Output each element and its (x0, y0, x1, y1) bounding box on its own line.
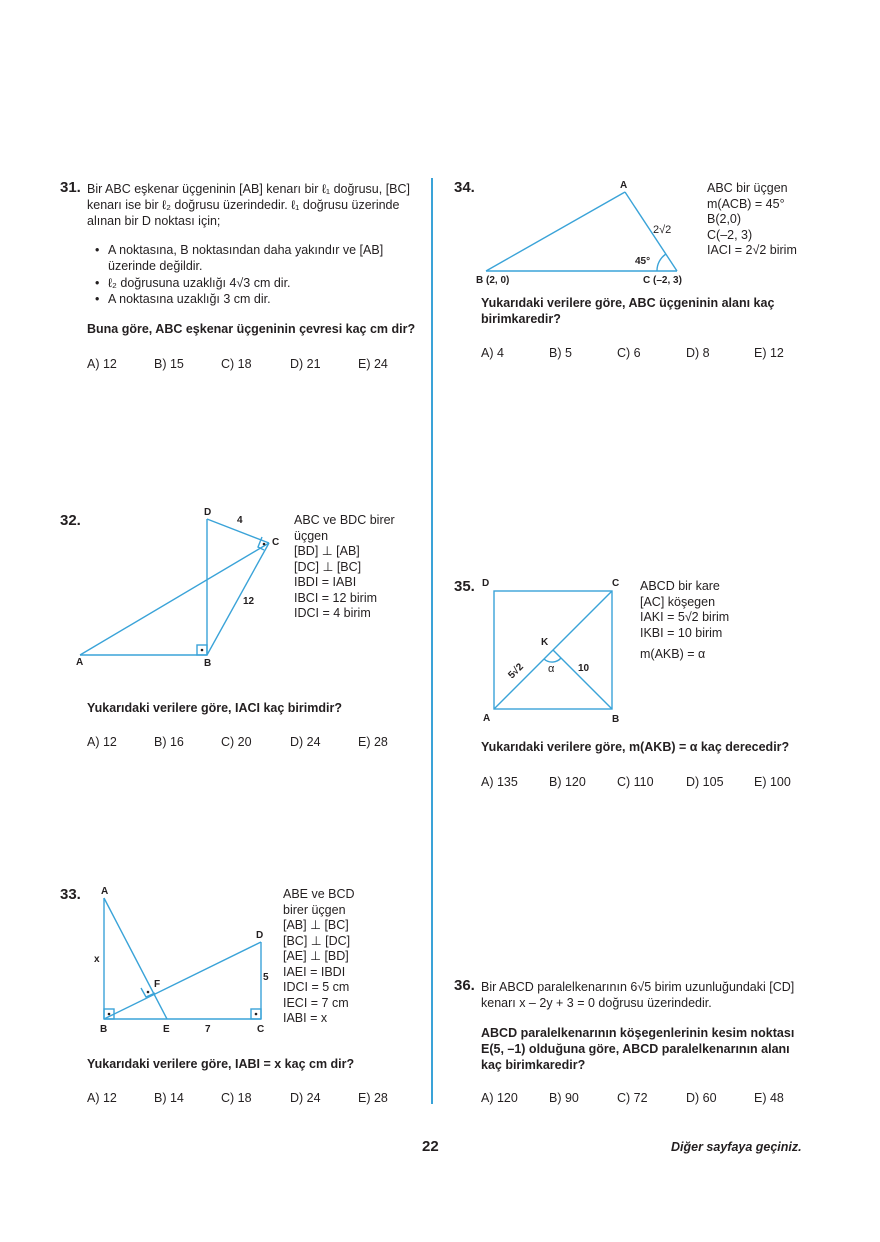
q34-angle-arc (657, 254, 666, 271)
q35-label-b: B (612, 714, 620, 725)
q36-option-c[interactable]: C) 72 (617, 1091, 648, 1105)
q31-bullet1: • A noktasına, B noktasından daha yakındır ve [AB] (95, 243, 384, 257)
q31-line2: kenarı ise bir ℓ₂ doğrusu üzerindedir. ℓ₁ doğrusu üzerinde (87, 198, 400, 212)
q33-label-ec: 7 (205, 1024, 211, 1035)
q35-option-c[interactable]: C) 110 (617, 775, 654, 789)
q35-label-ak: 5√2 (506, 661, 526, 682)
q32-label-b: B (204, 658, 212, 669)
q32-label-c: C (272, 537, 280, 548)
q34-label-angle: 45° (635, 256, 651, 267)
q35-label-a: A (483, 713, 491, 724)
q34-option-e[interactable]: E) 12 (754, 346, 784, 360)
q31-line1: Bir ABC eşkenar üçgeninin [AB] kenarı bir ℓ₁ doğrusu, [BC] (87, 182, 410, 196)
q32-figure (70, 500, 290, 675)
q34-figure (472, 176, 702, 286)
q31-option-c[interactable]: C) 18 (221, 357, 252, 371)
q31-option-a[interactable]: A) 12 (87, 357, 117, 371)
q34-label-b: B (2, 0) (476, 275, 510, 286)
next-page-note: Diğer sayfaya geçiniz. (671, 1140, 802, 1154)
q35-given: ABCD bir kare [AC] köşegen IAKI = 5√2 birim IKBI = 10 birim m(AKB) = α (640, 579, 730, 661)
q32-number: 32. (60, 512, 81, 529)
q34-question-line2: birimkaredir? (481, 312, 561, 326)
q34-side-ba (486, 192, 625, 271)
q33-side-ae (104, 898, 167, 1019)
q33-option-a[interactable]: A) 12 (87, 1091, 117, 1105)
q31-option-b[interactable]: B) 15 (154, 357, 184, 371)
q31-line3: alınan bir D noktası için; (87, 214, 221, 228)
q31-question: Buna göre, ABC eşkenar üçgeninin çevresi kaç cm dir? (87, 322, 416, 336)
page-number: 22 (422, 1138, 439, 1155)
q33-label-x: x (94, 954, 100, 965)
q33-given: ABE ve BCD birer üçgen [AB] ⊥ [BC] [BC] ⊥ [DC] [AE] ⊥ [BD] IAEI = IBDI IDCI = 5 cm IECI = 7 cm IABI = x (283, 887, 355, 1025)
q36-question-line3: kaç birimkaredir? (481, 1058, 586, 1072)
q33-option-b[interactable]: B) 14 (154, 1091, 184, 1105)
q35-option-d[interactable]: D) 105 (686, 775, 724, 789)
q33-option-c[interactable]: C) 18 (221, 1091, 252, 1105)
q35-option-e[interactable]: E) 100 (754, 775, 791, 789)
q32-side-ac (80, 543, 269, 655)
q36-question-line2: E(5, –1) olduğuna göre, ABCD paralelkenarının alanı (481, 1042, 790, 1056)
q31-option-e[interactable]: E) 24 (358, 357, 388, 371)
q31-bullet1-cont: üzerinde değildir. (108, 259, 203, 273)
q35-label-d: D (482, 578, 490, 589)
q36-option-d[interactable]: D) 60 (686, 1091, 717, 1105)
q34-given: ABC bir üçgen m(ACB) = 45° B(2,0) C(–2, 3) IACI = 2√2 birim (707, 181, 797, 257)
q35-angle-arc (544, 658, 561, 662)
q35-option-a[interactable]: A) 135 (481, 775, 518, 789)
q36-line1: Bir ABCD paralelkenarının 6√5 birim uzunluğundaki [CD] (481, 980, 795, 994)
q34-label-a: A (620, 180, 628, 191)
q33-label-d: D (256, 930, 264, 941)
q34-option-a[interactable]: A) 4 (481, 346, 504, 360)
q33-label-f: F (154, 979, 161, 990)
q34-option-d[interactable]: D) 8 (686, 346, 710, 360)
q32-label-d: D (204, 507, 212, 518)
q35-label-c: C (612, 578, 620, 589)
q35-segment-kb (553, 650, 612, 709)
q32-label-bc: 12 (243, 596, 255, 607)
q32-side-bc (207, 543, 269, 655)
q31-option-d[interactable]: D) 21 (290, 357, 321, 371)
q33-label-a: A (101, 886, 109, 897)
q32-question: Yukarıdaki verilere göre, IACI kaç birimdir? (87, 701, 342, 715)
q36-option-e[interactable]: E) 48 (754, 1091, 784, 1105)
q34-label-ac: 2√2 (653, 224, 672, 236)
q35-label-k: K (541, 637, 549, 648)
q35-question: Yukarıdaki verilere göre, m(AKB) = α kaç derecedir? (481, 740, 790, 754)
q36-option-a[interactable]: A) 120 (481, 1091, 518, 1105)
q34-label-c: C (–2, 3) (643, 275, 682, 286)
q34-question-line1: Yukarıdaki verilere göre, ABC üçgeninin alanı kaç (481, 296, 775, 310)
q33-option-d[interactable]: D) 24 (290, 1091, 321, 1105)
q33-label-dc: 5 (263, 972, 269, 983)
q32-given: ABC ve BDC birer üçgen [BD] ⊥ [AB] [DC] ⊥ [BC] IBDI = IABI IBCI = 12 birim IDCI = 4 birim (294, 513, 395, 620)
q31-number: 31. (60, 179, 81, 196)
q33-option-e[interactable]: E) 28 (358, 1091, 388, 1105)
q34-number: 34. (454, 179, 475, 196)
q35-figure (478, 574, 633, 729)
q33-side-bd (104, 942, 261, 1019)
q33-label-e: E (163, 1024, 170, 1035)
q32-option-d[interactable]: D) 24 (290, 735, 321, 749)
q32-option-b[interactable]: B) 16 (154, 735, 184, 749)
q32-option-e[interactable]: E) 28 (358, 735, 388, 749)
q33-label-b: B (100, 1024, 108, 1035)
q34-option-b[interactable]: B) 5 (549, 346, 572, 360)
column-divider (431, 178, 433, 1104)
q31-bullet2: • ℓ₂ doğrusuna uzaklığı 4√3 cm dir. (95, 276, 291, 290)
q33-figure (85, 882, 275, 1037)
q36-line2: kenarı x – 2y + 3 = 0 doğrusu üzerindedir. (481, 996, 712, 1010)
q33-label-c: C (257, 1024, 265, 1035)
q32-label-dc: 4 (237, 515, 243, 526)
q32-option-c[interactable]: C) 20 (221, 735, 252, 749)
q36-question-line1: ABCD paralelkenarının köşegenlerinin kesim noktası (481, 1026, 795, 1040)
q35-number: 35. (454, 578, 475, 595)
q32-option-a[interactable]: A) 12 (87, 735, 117, 749)
q35-label-alpha: α (548, 663, 555, 675)
q35-option-b[interactable]: B) 120 (549, 775, 586, 789)
q32-label-a: A (76, 657, 84, 668)
q36-option-b[interactable]: B) 90 (549, 1091, 579, 1105)
q34-option-c[interactable]: C) 6 (617, 346, 641, 360)
q33-question: Yukarıdaki verilere göre, IABI = x kaç cm dir? (87, 1057, 355, 1071)
q31-bullet3: • A noktasına uzaklığı 3 cm dir. (95, 292, 271, 306)
q33-number: 33. (60, 886, 81, 903)
q35-label-kb: 10 (578, 663, 590, 674)
q36-number: 36. (454, 977, 475, 994)
